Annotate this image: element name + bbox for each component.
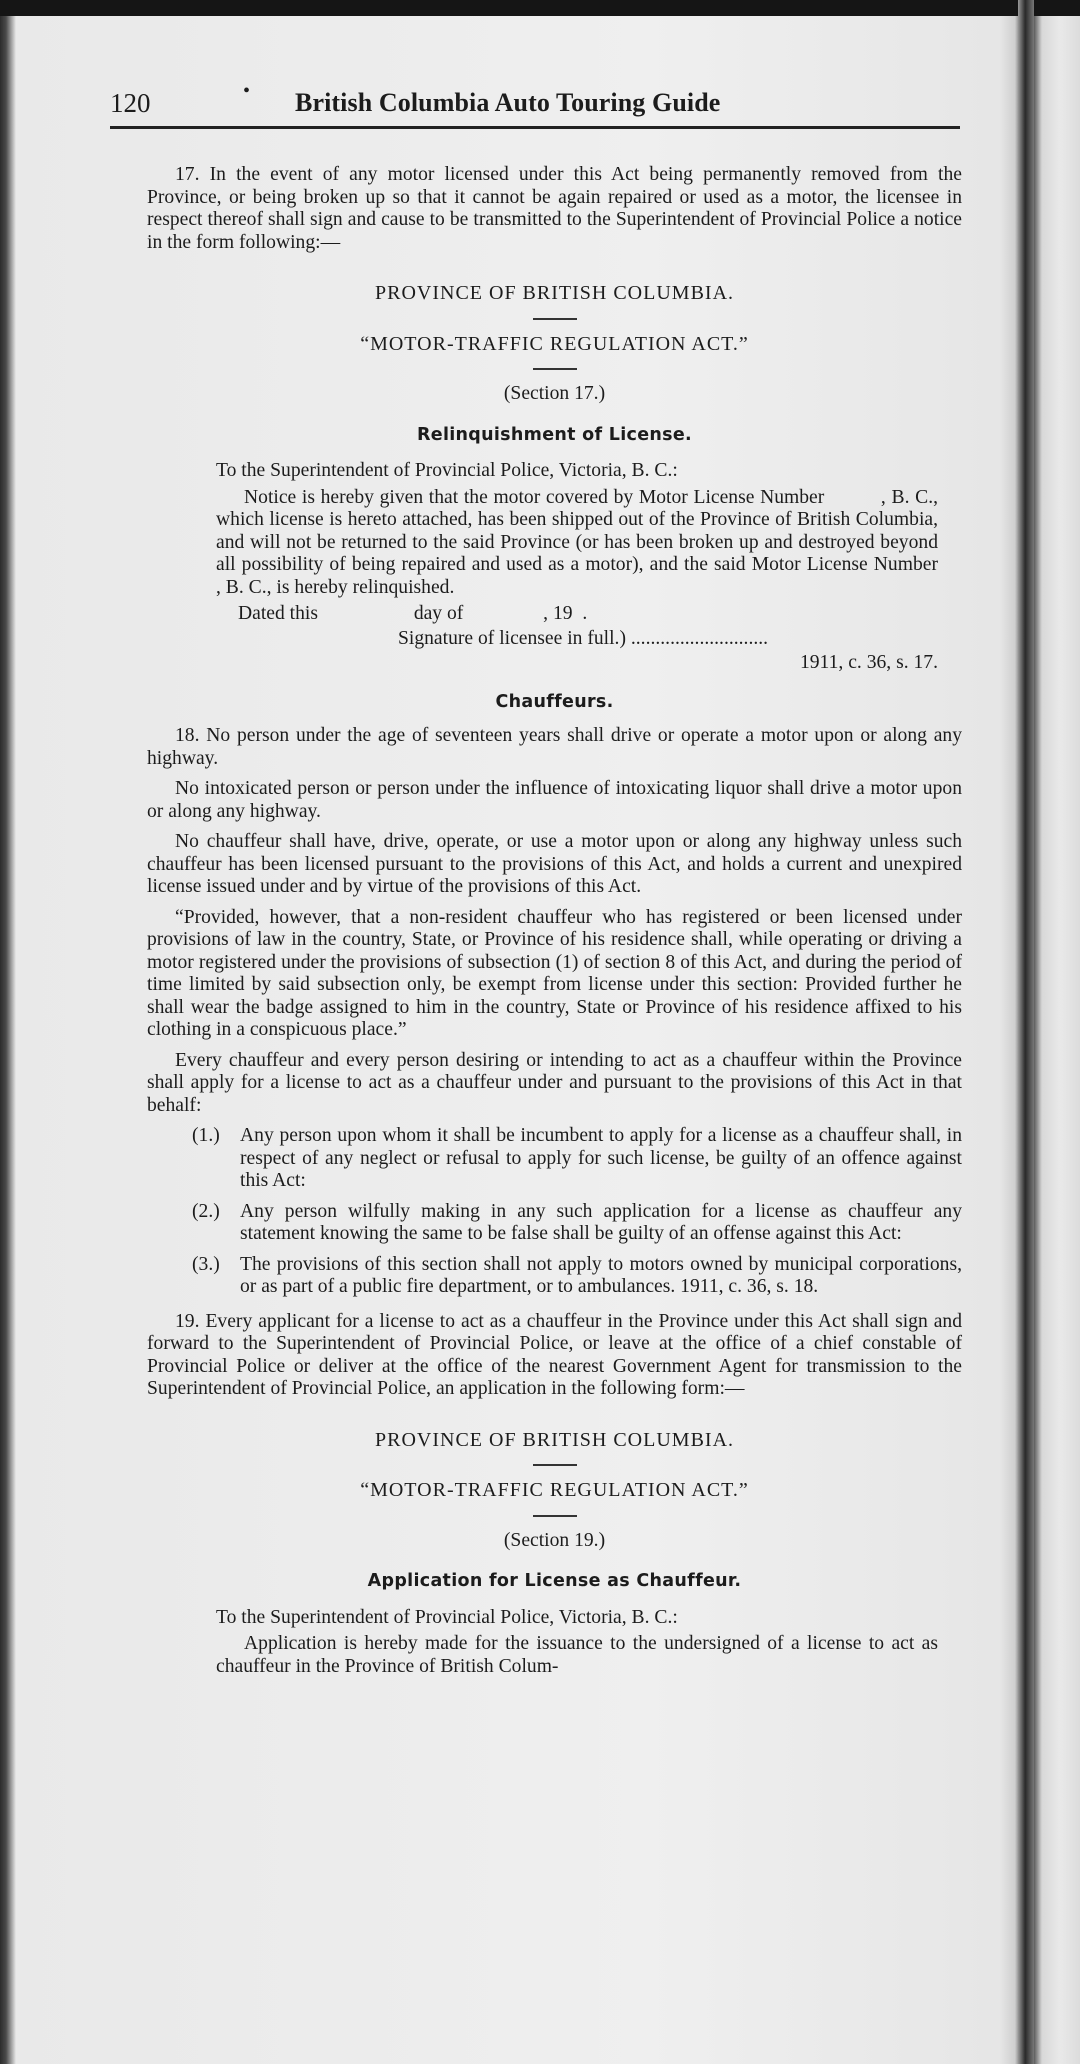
list-item-text: The provisions of this section shall not apply to motors owned by municipal corporations, or as part of a public fire department, or to ambulances. 1911, c. 36, s. 18.: [240, 1253, 962, 1297]
page-body: [147, 164, 968, 1678]
dated-line: [238, 603, 938, 626]
list-item-number: (2.): [192, 1200, 220, 1222]
form-province-heading: PROVINCE OF BRITISH COLUMBIA.: [374, 1428, 735, 1451]
scan-top-edge: [0, 0, 1080, 16]
list-item-text: Any person upon whom it shall be incumbent to apply for a license as a chauffeur shall, in respect of any neglect or refusal to apply for such license, be guilty of an offence against this Act:: [240, 1125, 962, 1191]
running-head: [110, 80, 960, 129]
year-label: , 19 .: [543, 603, 588, 624]
application-form: [216, 1607, 938, 1679]
form-act-heading: “MOTOR-TRAFFIC REGULATION ACT.”: [360, 332, 749, 355]
intoxication-paragraph: No intoxicated person or person under the influence of intoxicating liquor shall drive a motor upon or along any highway.: [147, 778, 962, 822]
application-text: Application is hereby made for the issuance to the undersigned of a license to act as chauffeur in the Province of British Colum-: [216, 1633, 938, 1677]
book-page: [110, 80, 968, 2046]
list-item: [192, 1254, 962, 1299]
heading-rule: [533, 1515, 577, 1517]
heading-rule: [533, 1464, 577, 1466]
form-section-label: (Section 19.): [503, 1529, 606, 1551]
header-bullet: •: [243, 80, 251, 102]
list-item-number: (1.): [192, 1125, 220, 1146]
running-title: British Columbia Auto Touring Guide: [295, 88, 721, 117]
form-title: Relinquishment of License.: [417, 424, 692, 445]
every-chauffeur-paragraph: Every chauffeur and every person desiring or intending to act as a chauffeur within the Province shall apply for a license to act as a chauffeur under and pursuant to the provisions of this Act in that behalf:: [147, 1049, 962, 1116]
form-section-label: (Section 17.): [503, 383, 606, 404]
list-item-number: (3.): [192, 1253, 220, 1275]
form-act-heading: “MOTOR-TRAFFIC REGULATION ACT.”: [360, 1479, 749, 1501]
subsection-list: [192, 1125, 962, 1299]
page-number: 120: [110, 88, 151, 118]
section-17-citation: 1911, c. 36, s. 17.: [799, 652, 938, 673]
chauffeurs-heading: Chauffeurs.: [495, 691, 614, 712]
form-addressee: To the Superintendent of Provincial Police, Victoria, B. C.:: [216, 460, 678, 481]
page-fold-edge: [1018, 0, 1034, 2064]
day-of-label: day of: [413, 603, 464, 624]
list-item: [192, 1201, 962, 1246]
form-province-heading: PROVINCE OF BRITISH COLUMBIA.: [374, 282, 735, 304]
non-resident-proviso-paragraph: “Provided, however, that a non-resident chauffeur who has registered or been licensed under provisions of law in the country, State, or Province of his residence shall, while operating or driving a motor registered under the provisions of subsection (1) of section 8 of this Act, and during the period of time limited by said subsection only, be exempt from license under this section: Provided further he shall wear the badge assigned to him in the country, State or Province of his residence affixed to his clothing in a conspicuous place.”: [147, 906, 962, 1040]
section-18-paragraph: 18. No person under the age of seventeen years shall drive or operate a motor upon or along any highway.: [147, 725, 962, 769]
heading-rule: [533, 318, 577, 320]
section-19-paragraph: 19. Every applicant for a license to act as a chauffeur in the Province under this Act shall sign and forward to the Superintendent of Provincial Police, or leave at the office of a chief constable of Provincial Police or deliver at the office of the nearest Government Agent for transmission to the Superintendent of Provincial Police, an application in the following form:—: [147, 1310, 962, 1399]
form-addressee: To the Superintendent of Provincial Police, Victoria, B. C.:: [216, 1606, 678, 1628]
dated-this-label: Dated this: [238, 603, 318, 624]
signature-line: Signature of licensee in full.) ............................: [398, 627, 769, 649]
license-required-paragraph: No chauffeur shall have, drive, operate, or use a motor upon or along any highway unless such chauffeur has been licensed pursuant to the provisions of this Act, and holds a current and unexpired license issued under and by virtue of the provisions of this Act.: [147, 831, 962, 897]
form-notice-text: Notice is hereby given that the motor covered by Motor License Number , B. C., which license is hereto attached, has been shipped out of the Province of British Columbia, and will not be returned to the said Province (or has been broken up and destroyed beyond all possibility of being repaired and used as a motor), and the said Motor License Number , B. C., is hereby relinquished.: [216, 486, 968, 598]
form-title: Application for License as Chauffeur.: [367, 1571, 742, 1591]
section-17-paragraph: 17. In the event of any motor licensed under this Act being permanently removed from the Province, or being broken up so that it cannot be again repaired or used as a motor, the licensee in respect thereof shall sign and cause to be transmitted to the Superintendent of Provincial Police a notice in the form following:—: [147, 164, 962, 253]
heading-rule: [533, 368, 577, 370]
relinquishment-form: [216, 460, 968, 675]
list-item-text: Any person wilfully making in any such application for a license as chauffeur any statement knowing the same to be false shall be guilty of an offense against this Act:: [240, 1200, 962, 1244]
list-item: [192, 1125, 962, 1193]
